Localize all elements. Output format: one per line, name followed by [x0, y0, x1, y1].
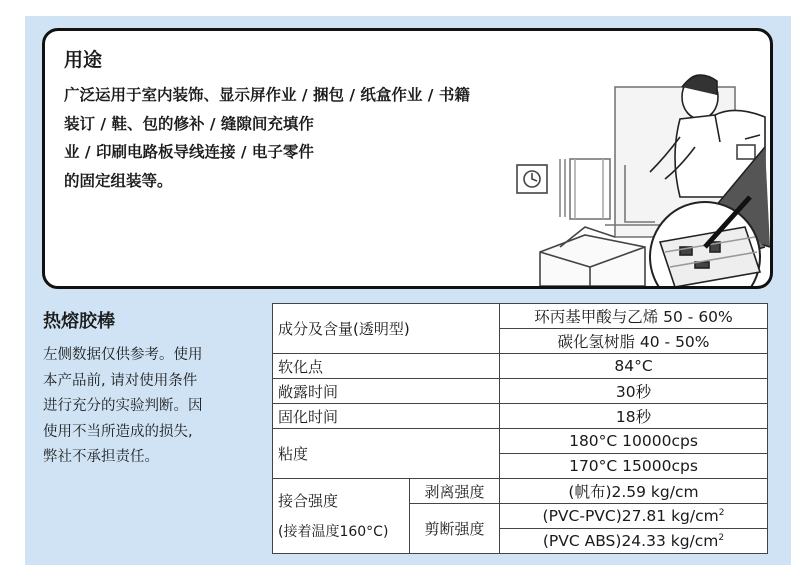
composition-value: 环丙基甲酸与乙烯 50 - 60% — [500, 304, 768, 329]
table-row — [273, 354, 768, 379]
table-row — [273, 429, 768, 454]
usage-line: 的固定组装等。 — [64, 171, 173, 190]
composition-label: 成分及含量(透明型) — [273, 304, 500, 354]
disclaimer-line: 使用不当所造成的损失, — [43, 423, 193, 440]
viscosity-label: 粘度 — [273, 429, 500, 479]
stick-title: 热熔胶棒 — [43, 311, 115, 332]
softening-label: 软化点 — [273, 354, 500, 379]
usage-line: 装订 / 鞋、包的修补 / 缝隙间充填作 — [64, 114, 314, 133]
disclaimer-line: 左侧数据仅供参考。使用 — [43, 347, 203, 363]
disclaimer-line: 进行充分的实验判断。因 — [43, 398, 203, 414]
softening-value: 84°C — [500, 354, 768, 379]
composition-value: 碳化氢树脂 40 - 50% — [500, 329, 768, 354]
table-row — [273, 379, 768, 404]
disclaimer-line: 弊社不承担责任。 — [43, 449, 159, 465]
bond-strength-label — [273, 479, 410, 554]
shear-strength-value — [500, 504, 768, 529]
product-sheet — [25, 16, 791, 565]
unit-superscript: 2 — [718, 507, 725, 518]
bond-strength-title: 接合强度 — [278, 491, 339, 510]
shear-strength-value — [500, 529, 768, 554]
spec-table — [272, 303, 768, 554]
open-time-value: 30秒 — [500, 379, 768, 404]
peel-strength-label: 剥离强度 — [410, 479, 500, 504]
usage-line: 广泛运用于室内装饰、显示屏作业 / 捆包 / 纸盒作业 / 书籍 — [64, 86, 470, 104]
peel-strength-value: (帆布)2.59 kg/cm — [500, 479, 768, 504]
table-row — [273, 479, 768, 504]
shear-value-text: (PVC ABS)24.33 kg/cm — [542, 532, 719, 550]
usage-line: 业 / 印刷电路板导线连接 / 电子零件 — [64, 143, 314, 161]
table-row — [273, 404, 768, 429]
stick-disclaimer — [43, 343, 258, 471]
usage-panel — [42, 28, 773, 289]
bond-temperature: (接着温度160°C) — [278, 523, 389, 540]
unit-superscript: 2 — [718, 532, 725, 543]
usage-title: 用途 — [64, 49, 103, 71]
open-time-label: 敞露时间 — [273, 379, 500, 404]
shear-value-text: (PVC-PVC)27.81 kg/cm — [542, 507, 719, 525]
glue-gun-illustration — [465, 47, 770, 286]
set-time-value: 18秒 — [500, 404, 768, 429]
shear-strength-label: 剪断强度 — [410, 504, 500, 554]
set-time-label: 固化时间 — [273, 404, 500, 429]
viscosity-value: 180°C 10000cps — [500, 429, 768, 454]
table-row — [273, 304, 768, 329]
viscosity-value: 170°C 15000cps — [500, 454, 768, 479]
disclaimer-line: 本产品前, 请对使用条件 — [43, 372, 198, 389]
